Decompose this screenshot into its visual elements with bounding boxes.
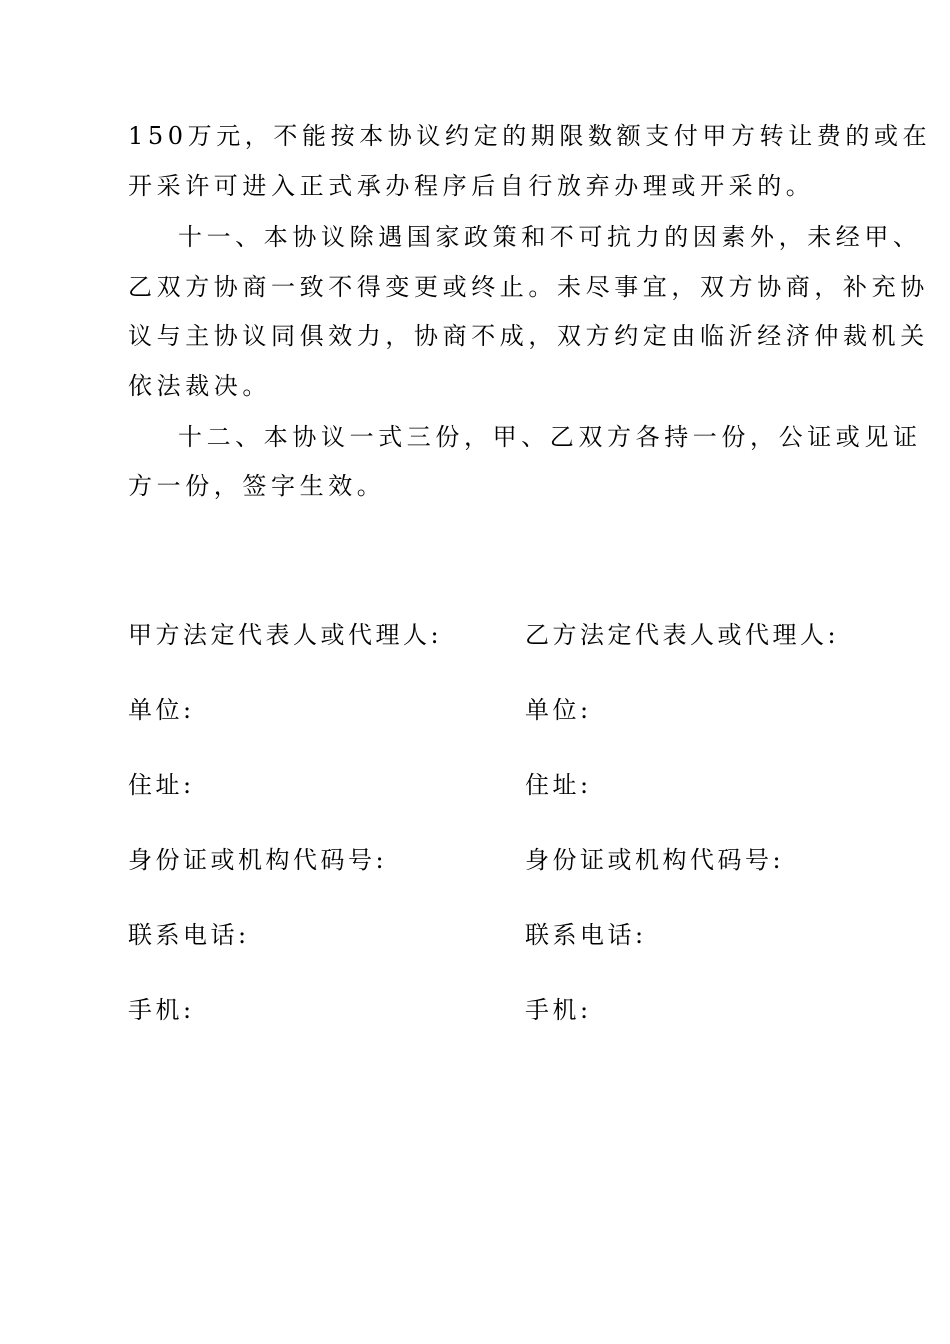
clause-eleven-line: 十一、本协议除遇国家政策和不可抗力的因素外，未经甲、 [178,223,922,251]
party-b-mobile-label: 手机: [525,996,592,1024]
party-b-representative-label: 乙方法定代表人或代理人: [525,621,840,649]
paragraph-line: 方一份，签字生效。 [128,472,386,500]
party-a-id-code-label: 身份证或机构代码号: [128,846,388,874]
party-a-mobile-label: 手机: [128,996,195,1024]
party-a-address-label: 住址: [128,771,195,799]
party-a-unit-label: 单位: [128,696,195,724]
party-b-address-label: 住址: [525,771,592,799]
paragraph-line: 开采许可进入正式承办程序后自行放弃办理或开采的。 [128,172,815,200]
paragraph-line: 150万元，不能按本协议约定的期限数额支付甲方转让费的或在 [128,122,932,150]
paragraph-line: 议与主协议同俱效力，协商不成，双方约定由临沂经济仲裁机关 [128,322,929,350]
paragraph-line: 依法裁决。 [128,372,271,400]
party-b-phone-label: 联系电话: [525,921,647,949]
clause-twelve-line: 十二、本协议一式三份，甲、乙双方各持一份，公证或见证 [178,423,922,451]
party-a-representative-label: 甲方法定代表人或代理人: [128,621,443,649]
party-a-phone-label: 联系电话: [128,921,250,949]
paragraph-line: 乙双方协商一致不得变更或终止。未尽事宜，双方协商，补充协 [128,273,929,301]
party-b-id-code-label: 身份证或机构代码号: [525,846,785,874]
party-b-unit-label: 单位: [525,696,592,724]
